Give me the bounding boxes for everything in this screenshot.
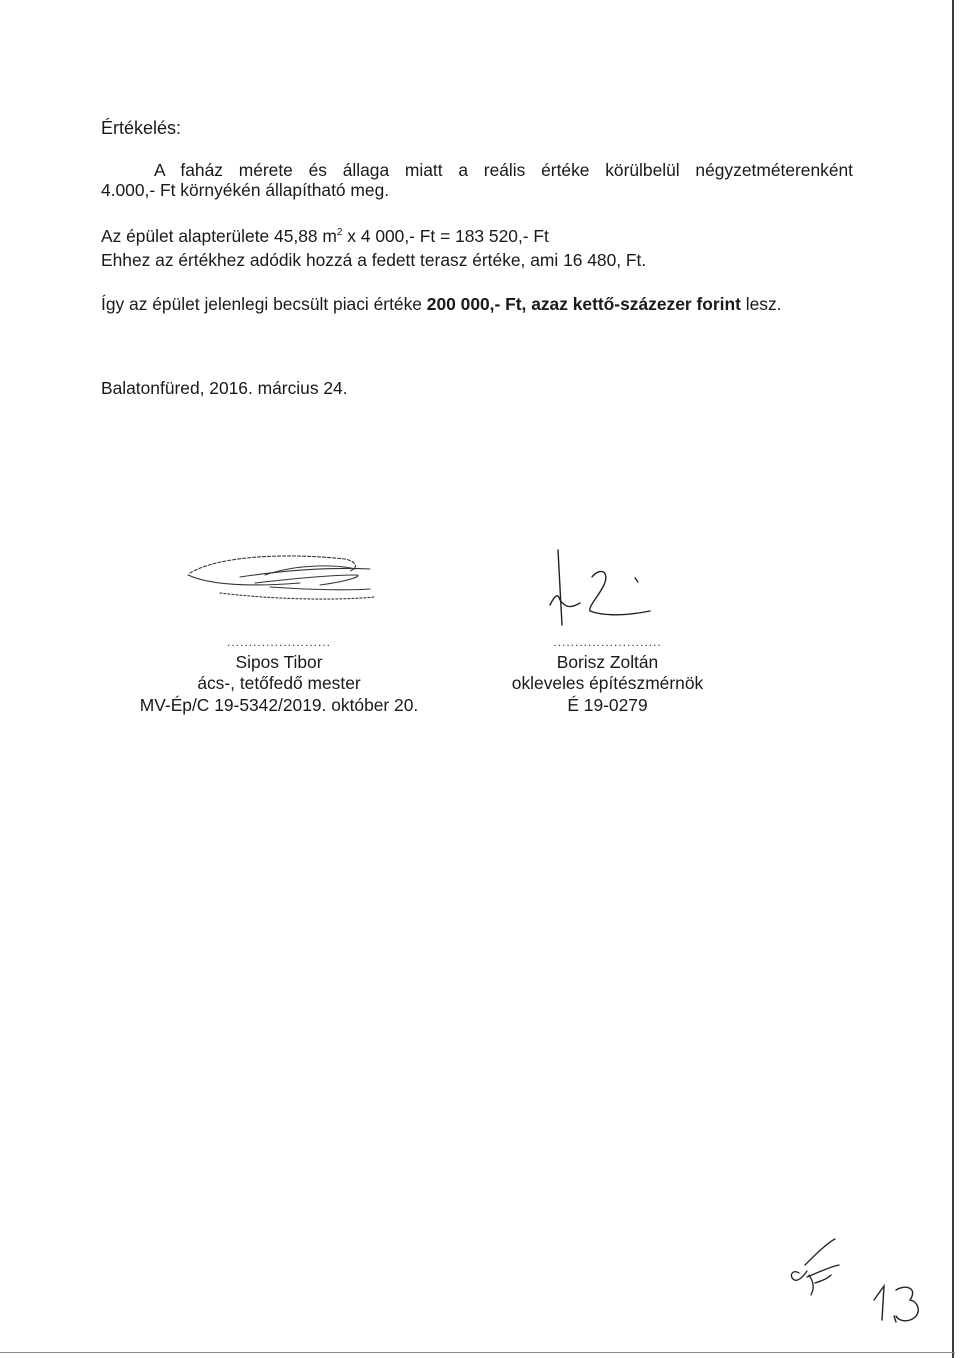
terrace-value-line: Ehhez az értékhez adódik hozzá a fedett terasz értéke, ami 16 480, Ft. <box>101 250 647 270</box>
valuation-paragraph <box>101 160 853 200</box>
page-edge-bottom <box>0 1352 955 1353</box>
signature-right-image <box>530 545 665 630</box>
area-calculation-line <box>101 226 549 247</box>
final-amount: 200 000,- Ft, azaz kettő-százezer forint <box>426 294 741 314</box>
signer-name-right: Borisz Zoltán <box>556 651 659 672</box>
valuation-paragraph-line1: A faház mérete és állaga miatt a reális értéke körülbelül négyzetméterenként <box>154 160 853 180</box>
area-suffix: x 4 000,- Ft = 183 520,- Ft <box>342 226 549 246</box>
signer-title-left: ács-, tetőfedő mester <box>197 673 361 693</box>
handwritten-page-number <box>870 1280 930 1325</box>
signer-registration-left: MV-Ép/C 19-5342/2019. október 20. <box>139 694 419 715</box>
final-suffix: lesz. <box>740 294 782 314</box>
signer-registration-right: É 19-0279 <box>567 694 648 715</box>
signature-left <box>100 630 458 716</box>
final-prefix: Így az épület jelenlegi becsült piaci értéke <box>101 294 427 314</box>
area-superscript: 2 <box>336 227 343 238</box>
signer-name-left: Sipos Tibor <box>235 651 323 672</box>
area-prefix: Az épület alapterülete 45,88 m <box>101 226 337 246</box>
place-date-line: Balatonfüred, 2016. március 24. <box>101 378 348 398</box>
signature-line-right: ......................... <box>553 635 662 649</box>
signature-right <box>475 630 740 716</box>
section-heading: Értékelés: <box>101 118 182 138</box>
signature-left-image <box>180 545 380 620</box>
signature-line-left: ........................ <box>226 635 331 649</box>
handwritten-initials <box>785 1235 845 1305</box>
signer-title-right: okleveles építészmérnök <box>511 673 704 693</box>
page-edge-right <box>952 0 954 1358</box>
final-value-line <box>101 294 782 315</box>
valuation-paragraph-line2: 4.000,- Ft környékén állapítható meg. <box>101 180 390 200</box>
